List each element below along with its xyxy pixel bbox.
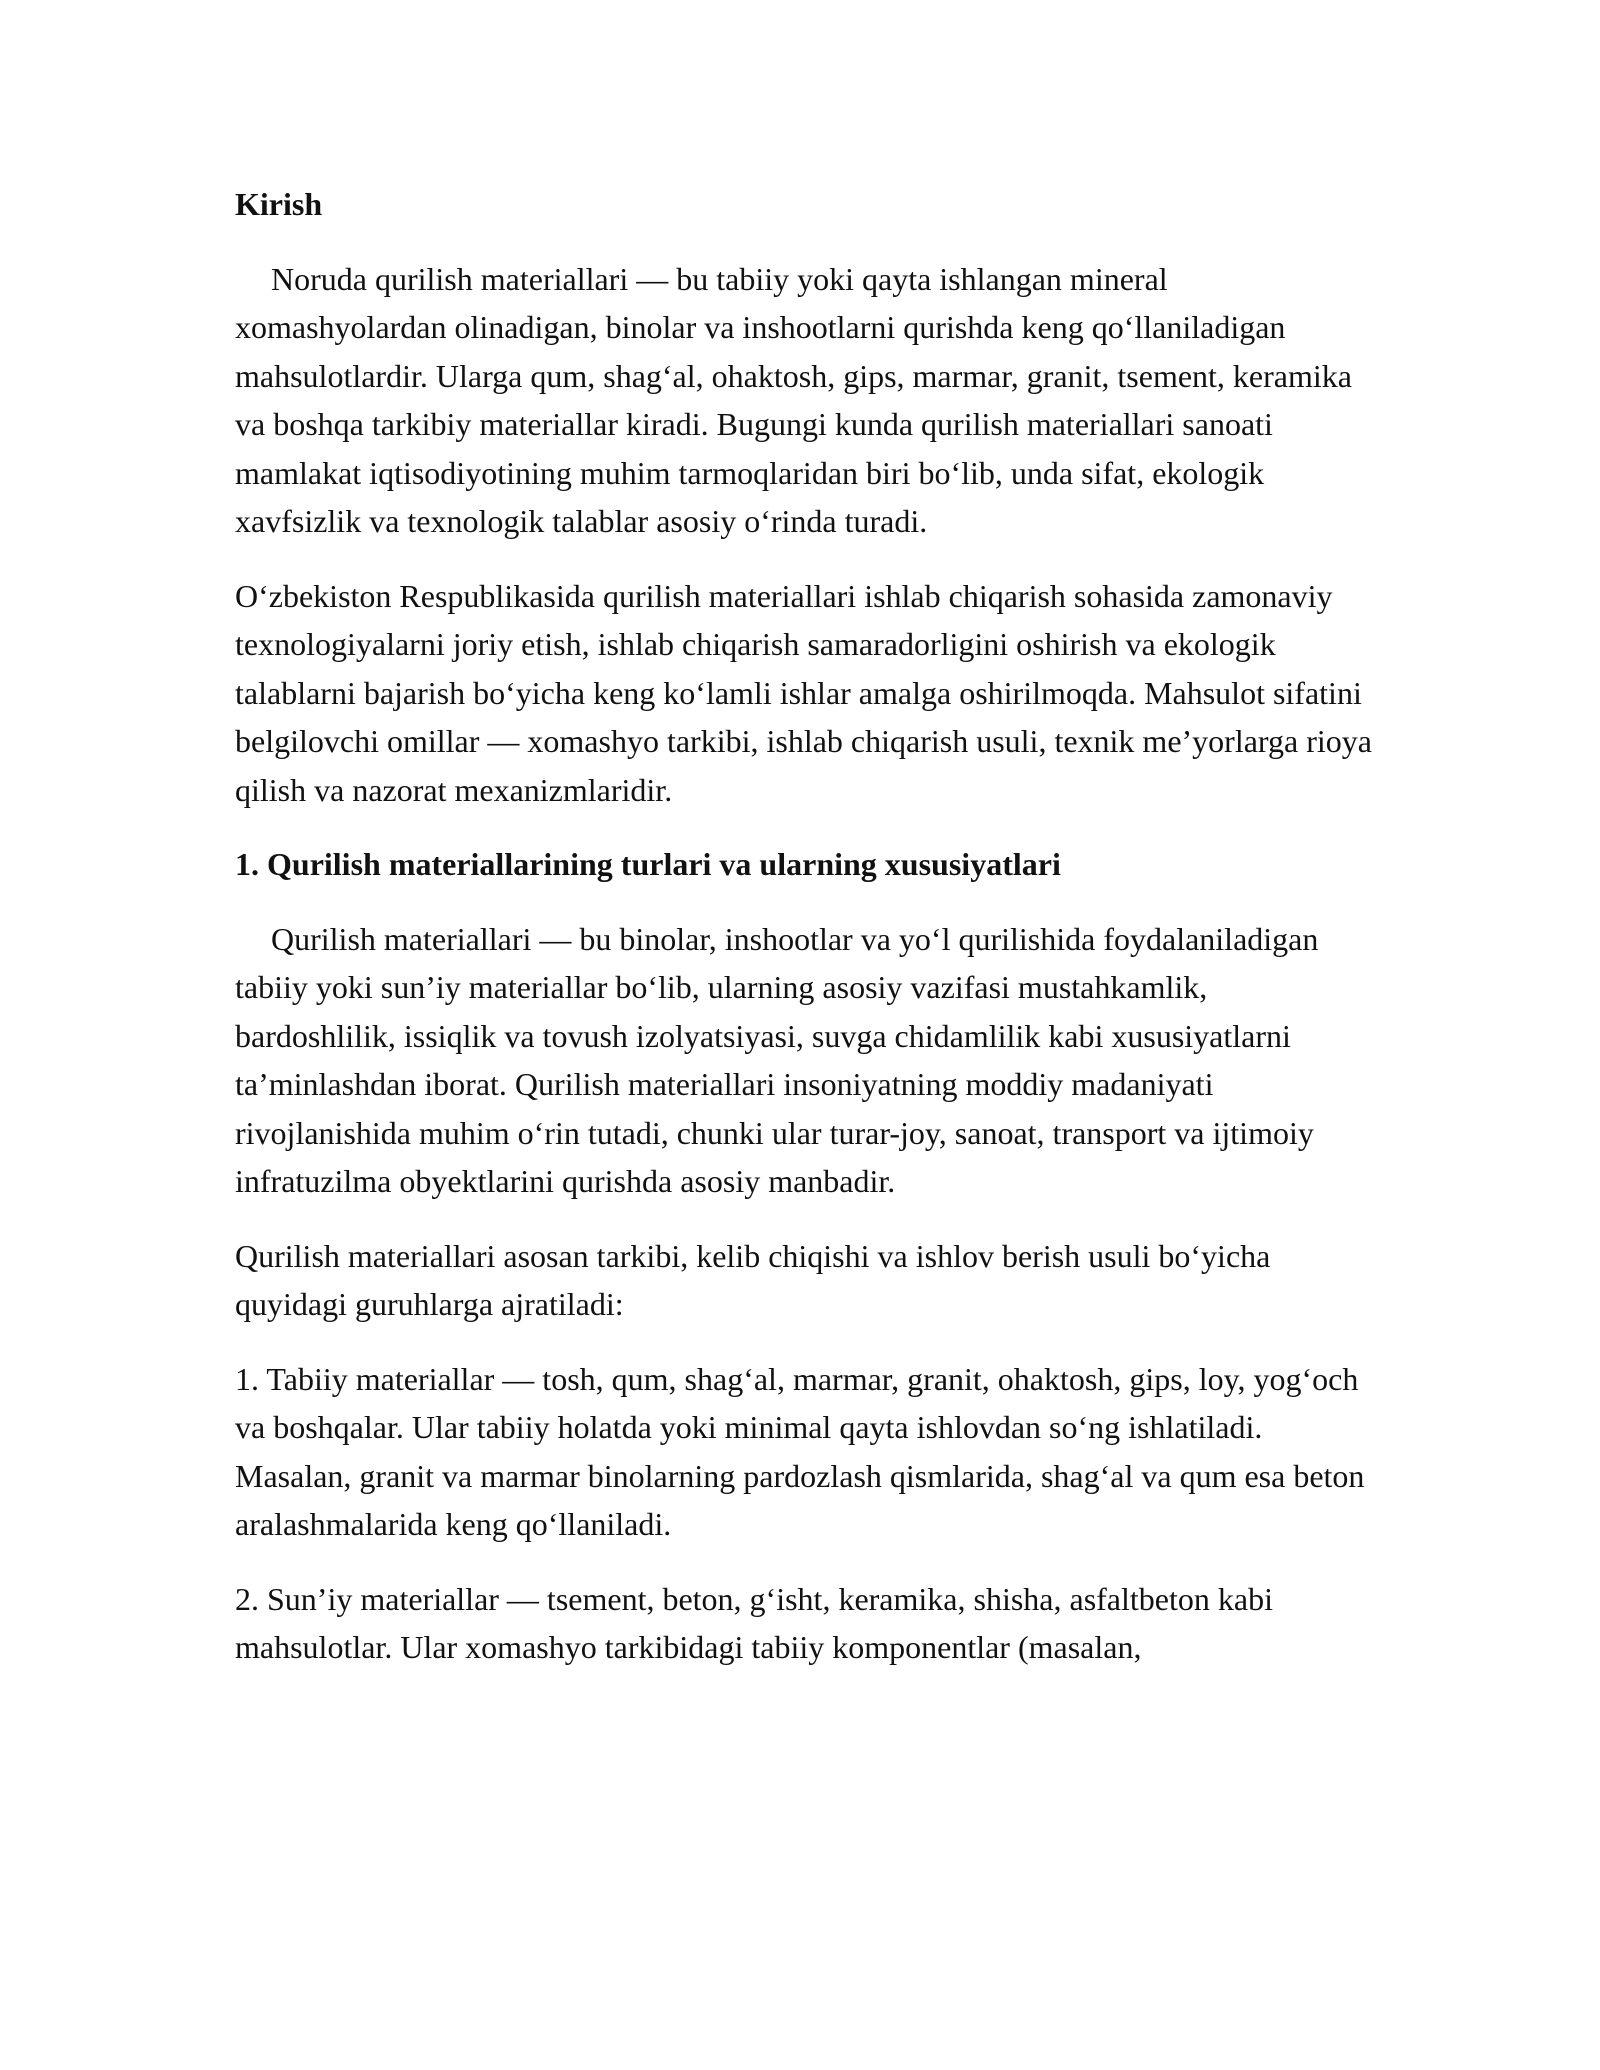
- list-item-artificial-materials: 2. Sun’iy materiallar — tsement, beton, g‘isht, keramika, shisha, asfaltbeton kabi mahsulotlar. Ular xomashyo tarkibidagi tabiiy komponentlar (masalan,: [235, 1580, 1273, 1665]
- section-1-paragraph-1: Qurilish materiallari — bu binolar, inshootlar va yo‘l qurilishida foydalaniladigan tabiiy yoki sun’iy materiallar bo‘lib, ularning asosiy vazifasi mustahkamlik, bardoshlilik, issiqlik va tovush izolyatsiyasi, suvga chidamlilik kabi xususiyatlarni ta’minlashdan iborat. Qurilish materiallari insoniyatning moddiy madaniyati rivojlanishida muhim o‘rin tutadi, chunki ular turar-joy, sanoat, transport va ijtimoiy infratuzilma obyektlarini qurishda asosiy manbadir.: [235, 920, 1319, 1199]
- intro-heading: Kirish: [235, 186, 323, 222]
- intro-paragraph-2: O‘zbekiston Respublikasida qurilish materiallari ishlab chiqarish sohasida zamonaviy texnologiyalarni joriy etish, ishlab chiqarish samaradorligini oshirish va ekologik talablarni bajarish bo‘yicha keng ko‘lamli ishlar amalga oshirilmoqda. Mahsulot sifatini belgilovchi omillar — xomashyo tarkibi, ishlab chiqarish usuli, texnik me’yorlarga rioya qilish va nazorat mexanizmlaridir.: [235, 577, 1372, 808]
- section-1-heading: 1. Qurilish materiallarining turlari va ularning xususiyatlari: [235, 846, 1061, 882]
- list-item-natural-materials: 1. Tabiiy materiallar — tosh, qum, shag‘al, marmar, granit, ohaktosh, gips, loy, yog‘och va boshqalar. Ular tabiiy holatda yoki minimal qayta ishlovdan so‘ng ishlatiladi. Masalan, granit va marmar binolarning pardozlash qismlarida, shag‘al va qum esa beton aralashmalarida keng qo‘llaniladi.: [235, 1360, 1365, 1542]
- section-1-paragraph-2: Qurilish materiallari asosan tarkibi, kelib chiqishi va ishlov berish usuli bo‘yicha quyidagi guruhlarga ajratiladi:: [235, 1237, 1271, 1322]
- document-page: [235, 180, 1375, 1698]
- intro-paragraph-1: Noruda qurilish materiallari — bu tabiiy yoki qayta ishlangan mineral xomashyolardan olinadigan, binolar va inshootlarni qurishda keng qo‘llaniladigan mahsulotlardir. Ularga qum, shag‘al, ohaktosh, gips, marmar, granit, tsement, keramika va boshqa tarkibiy materiallar kiradi. Bugungi kunda qurilish materiallari sanoati mamlakat iqtisodiyotining muhim tarmoqlaridan biri bo‘lib, unda sifat, ekologik xavfsizlik va texnologik talablar asosiy o‘rinda turadi.: [235, 260, 1352, 539]
